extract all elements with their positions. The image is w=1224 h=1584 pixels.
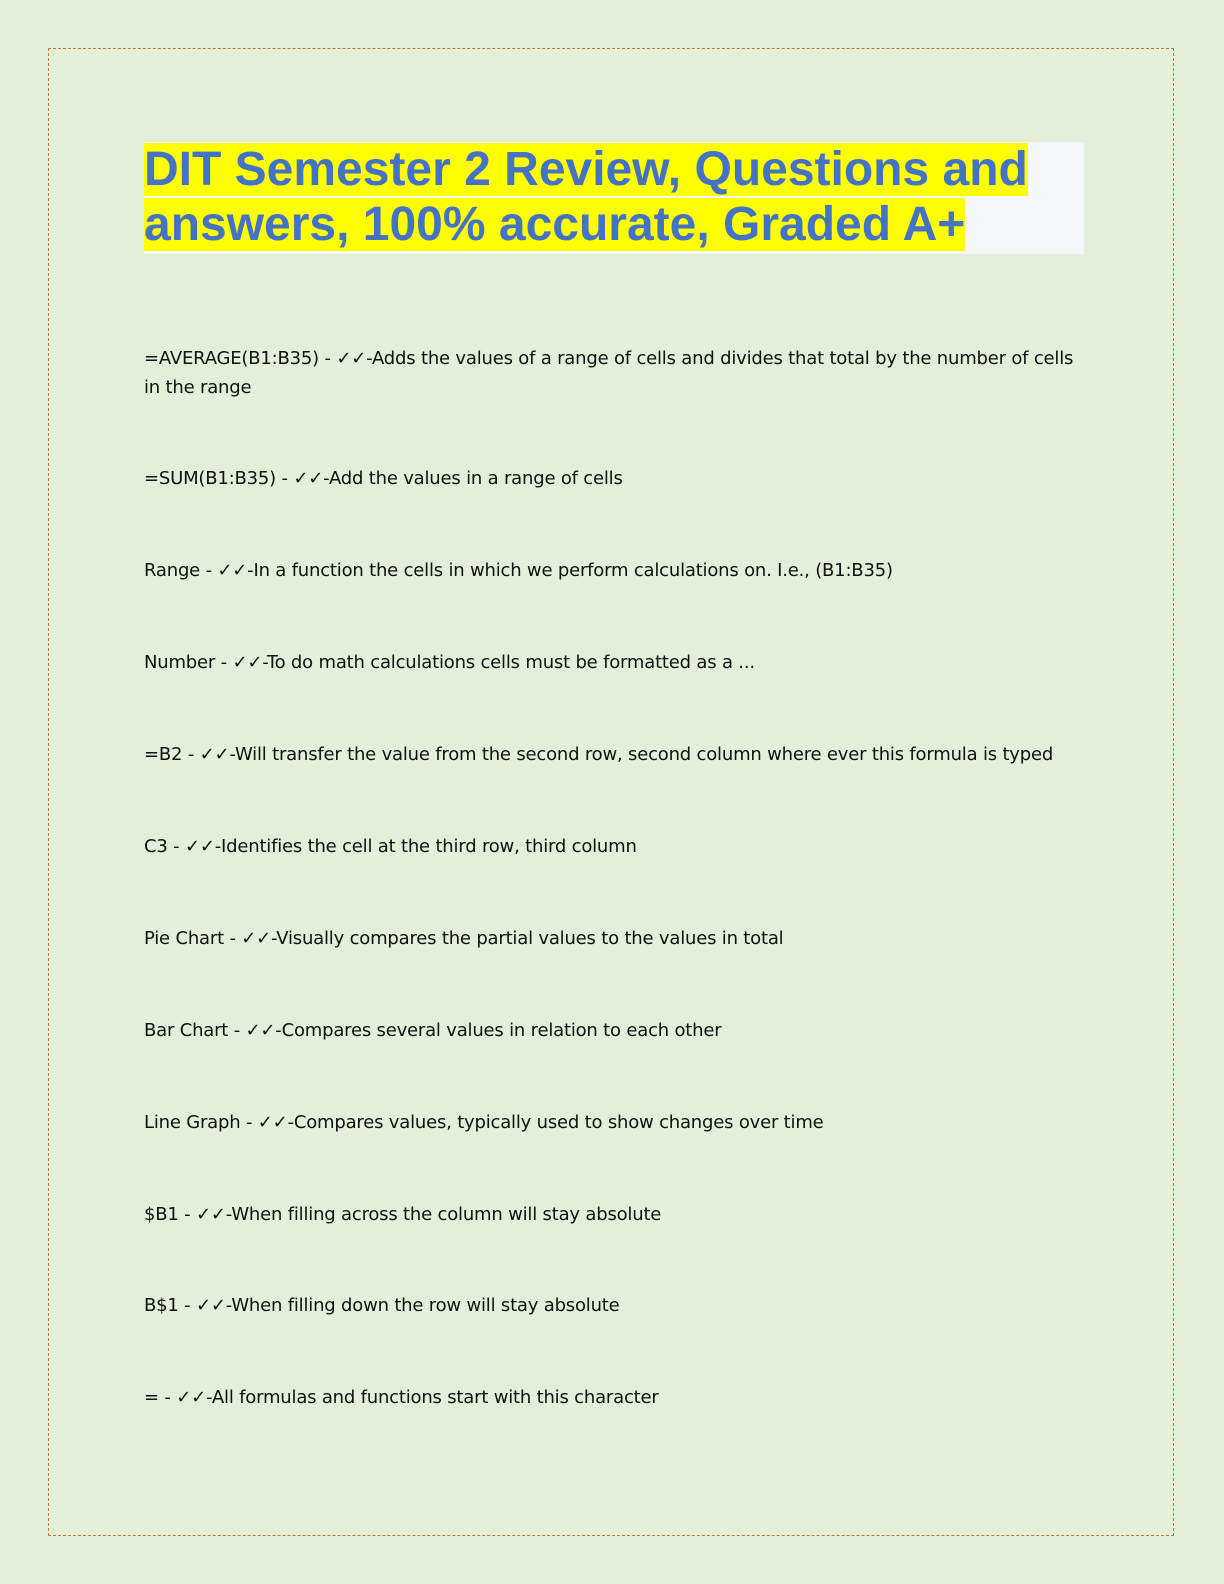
qa-definition: -Visually compares the partial values to the values in total xyxy=(271,928,784,949)
qa-item xyxy=(144,1016,1084,1045)
qa-definition: -Add the values in a range of cells xyxy=(323,468,623,489)
qa-term: =AVERAGE(B1:B35) xyxy=(144,348,319,369)
qa-definition: -When filling across the column will stay absolute xyxy=(225,1204,662,1225)
double-check-icon: ✓✓ xyxy=(176,1387,206,1408)
qa-separator: - xyxy=(158,1387,177,1408)
qa-item xyxy=(144,740,1084,769)
qa-term: Number xyxy=(144,652,216,673)
qa-definition: -To do math calculations cells must be formatted as a ... xyxy=(262,652,755,673)
double-check-icon: ✓✓ xyxy=(196,1295,226,1316)
qa-item xyxy=(144,556,1084,585)
qa-definition: -In a function the cells in which we perform calculations on. I.e., (B1:B35) xyxy=(247,560,893,581)
qa-item xyxy=(144,464,1084,493)
qa-term: B$1 xyxy=(144,1295,179,1316)
double-check-icon: ✓✓ xyxy=(336,348,367,369)
qa-definition: -All formulas and functions start with this character xyxy=(206,1387,659,1408)
double-check-icon: ✓✓ xyxy=(293,468,324,489)
qa-separator: - xyxy=(215,652,233,673)
qa-item xyxy=(144,344,1084,402)
qa-term: =SUM(B1:B35) xyxy=(144,468,276,489)
qa-definition: -Compares values, typically used to show changes over time xyxy=(287,1112,824,1133)
qa-term: =B2 xyxy=(144,744,183,765)
qa-term: $B1 xyxy=(144,1204,179,1225)
qa-definition: -Adds the values of a range of cells and divides that total by the number of cells in the range xyxy=(144,348,1074,398)
qa-item xyxy=(144,648,1084,677)
qa-definition: -Will transfer the value from the second row, second column where ever this formula is typed xyxy=(229,744,1054,765)
qa-separator: - xyxy=(178,1295,196,1316)
double-check-icon: ✓✓ xyxy=(199,744,230,765)
qa-separator: - xyxy=(228,1020,246,1041)
double-check-icon: ✓✓ xyxy=(232,652,263,673)
double-check-icon: ✓✓ xyxy=(217,560,248,581)
qa-term: Bar Chart xyxy=(144,1020,229,1041)
qa-separator: - xyxy=(178,1204,196,1225)
qa-definition: -When filling down the row will stay absolute xyxy=(225,1295,620,1316)
qa-definition: -Identifies the cell at the third row, third column xyxy=(214,836,637,857)
qa-item xyxy=(144,1383,1084,1412)
qa-separator: - xyxy=(200,560,218,581)
qa-item xyxy=(144,1200,1084,1229)
double-check-icon: ✓✓ xyxy=(257,1112,288,1133)
qa-term: C3 xyxy=(144,836,168,857)
qa-item xyxy=(144,1291,1084,1320)
qa-separator: - xyxy=(167,836,185,857)
qa-separator: - xyxy=(319,348,337,369)
double-check-icon: ✓✓ xyxy=(184,836,215,857)
double-check-icon: ✓✓ xyxy=(196,1204,226,1225)
qa-separator: - xyxy=(223,928,242,949)
qa-separator: - xyxy=(182,744,200,765)
qa-term: Pie Chart xyxy=(144,928,224,949)
title-highlight: DIT Semester 2 Review, Questions and answers, 100% accurate, Graded A+ xyxy=(144,143,1028,251)
document-title xyxy=(144,142,1084,252)
qa-item xyxy=(144,924,1084,953)
qa-separator: - xyxy=(240,1112,258,1133)
qa-separator: - xyxy=(275,468,294,489)
double-check-icon: ✓✓ xyxy=(241,928,272,949)
qa-item xyxy=(144,832,1084,861)
qa-term: Range xyxy=(144,560,201,581)
double-check-icon: ✓✓ xyxy=(245,1020,276,1041)
qa-item xyxy=(144,1108,1084,1137)
qa-term: = xyxy=(144,1387,159,1408)
title-block xyxy=(144,142,1084,254)
qa-term: Line Graph xyxy=(144,1112,241,1133)
qa-definition: -Compares several values in relation to each other xyxy=(275,1020,722,1041)
